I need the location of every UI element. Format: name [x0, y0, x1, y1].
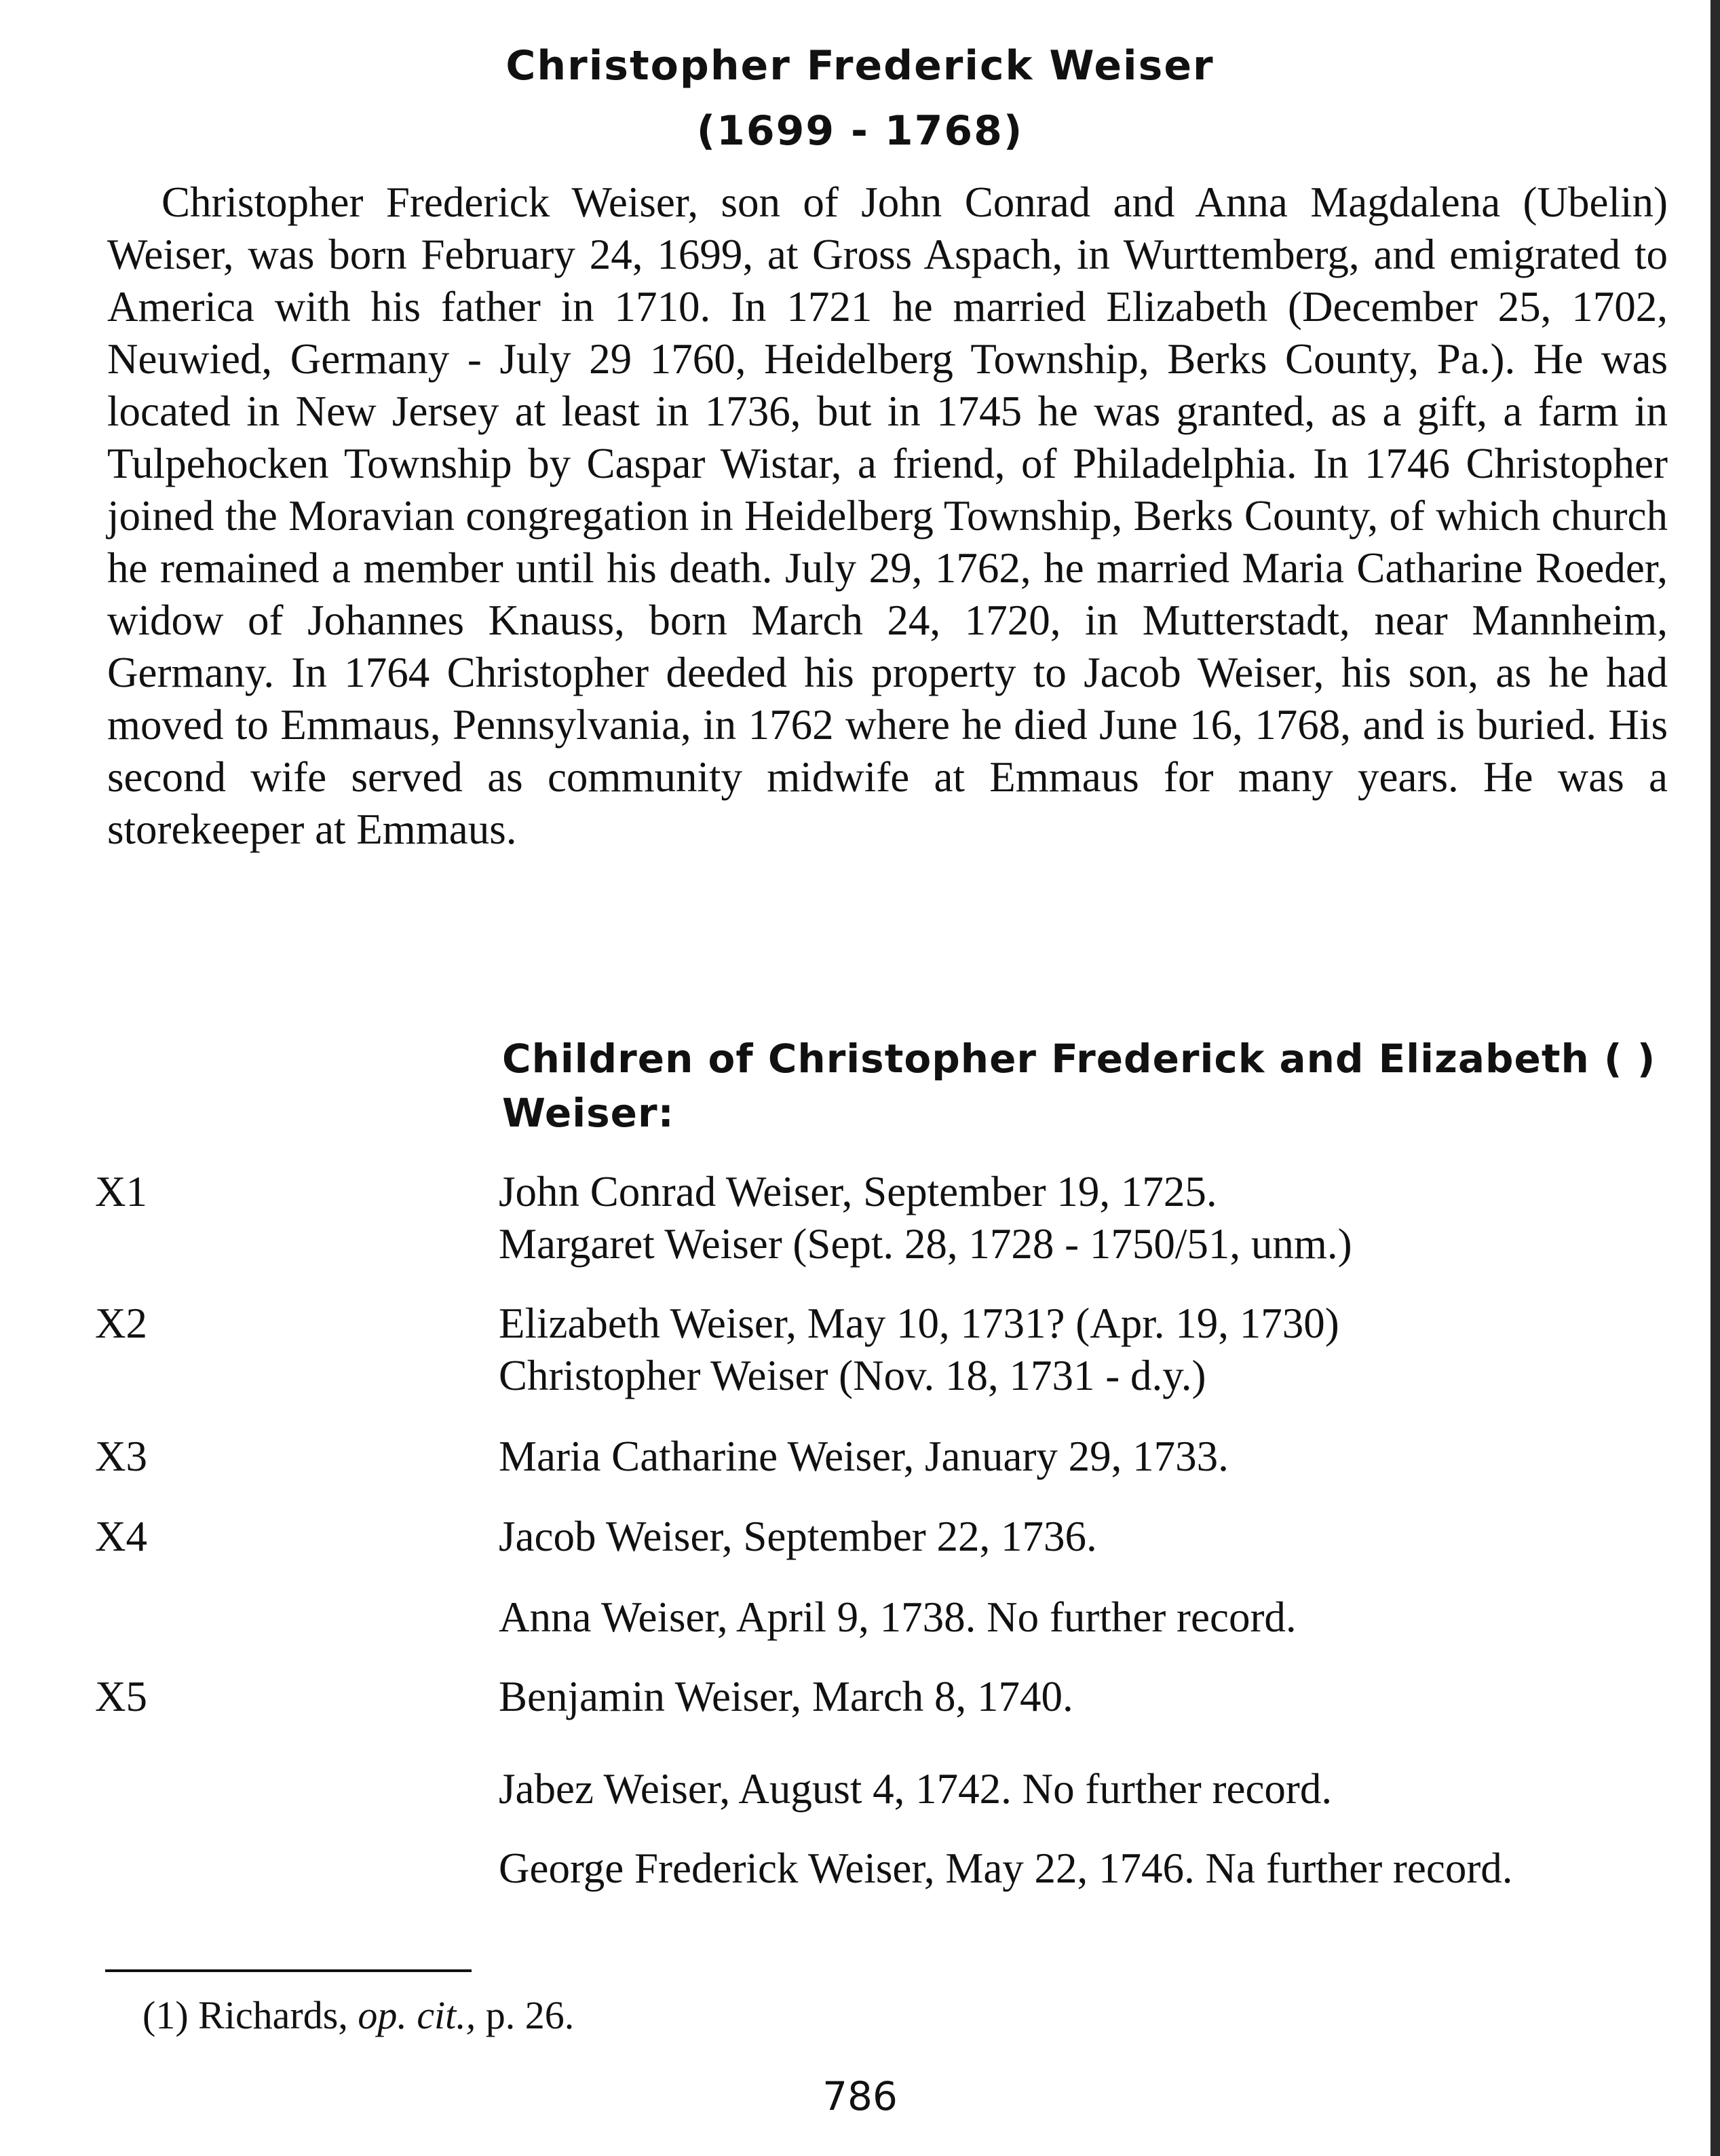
- scan-edge: [1711, 0, 1720, 2156]
- footnote: [142, 1992, 574, 2039]
- child-code: X2: [95, 1300, 147, 1347]
- children-heading: Children of Christopher Frederick and Elizabeth ( ) Weiser:: [502, 1036, 1656, 1136]
- page-title: Christopher Frederick Weiser: [505, 42, 1215, 90]
- child-entry: Jacob Weiser, September 22, 1736.: [499, 1513, 1097, 1560]
- child-code: X3: [95, 1433, 147, 1480]
- footnote-italic: op. cit.,: [358, 1993, 476, 2037]
- child-entry: John Conrad Weiser, September 19, 1725.: [499, 1168, 1217, 1215]
- footnote-rule: [105, 1969, 472, 1972]
- life-dates: (1699 - 1768): [696, 107, 1024, 155]
- child-entry: Benjamin Weiser, March 8, 1740.: [499, 1673, 1073, 1720]
- child-entry: George Frederick Weiser, May 22, 1746. Na further record.: [499, 1845, 1513, 1892]
- biography-paragraph: Christopher Frederick Weiser, son of John Conrad and Anna Magdalena (Ubelin) Weiser, was born February 24, 1699, at Gross Aspach, in Wurttemberg, and emigrated to America with his father in 1710. In 1721 he married Elizabeth (December 25, 1702, Neuwied, Germany - July 29 1760, Heidelberg Township, Berks County, Pa.). He was located in New Jersey at least in 1736, but in 1745 he was granted, as a gift, a farm in Tulpehocken Township by Caspar Wistar, a friend, of Philadelphia. In 1746 Christopher joined the Moravian congregation in Heidelberg Township, Berks County, of which church he remained a member until his death. July 29, 1762, he married Maria Catharine Roeder, widow of Johannes Knauss, born March 24, 1720, in Mutterstadt, near Mannheim, Germany. In 1764 Christopher deeded his property to Jacob Weiser, his son, as he had moved to Emmaus, Pennsylvania, in 1762 where he died June 16, 1768, and is buried. His second wife served as community midwife at Emmaus for many years. He was a storekeeper at Emmaus.: [107, 178, 1668, 853]
- child-entry: Anna Weiser, April 9, 1738. No further record.: [499, 1593, 1297, 1641]
- child-code: X5: [95, 1673, 147, 1720]
- footnote-text-after: p. 26.: [485, 1993, 575, 2037]
- child-code: X4: [95, 1513, 147, 1560]
- child-entry: Elizabeth Weiser, May 10, 1731? (Apr. 19, 1730): [499, 1300, 1339, 1347]
- child-entry: Christopher Weiser (Nov. 18, 1731 - d.y.): [499, 1352, 1206, 1399]
- child-code: X1: [95, 1168, 147, 1215]
- child-entry: Jabez Weiser, August 4, 1742. No further record.: [499, 1765, 1333, 1813]
- child-entry: Maria Catharine Weiser, January 29, 1733.: [499, 1433, 1229, 1480]
- footnote-marker: (1): [142, 1993, 189, 2037]
- child-entry: Margaret Weiser (Sept. 28, 1728 - 1750/51, unm.): [499, 1220, 1352, 1268]
- page-number: 786: [822, 2073, 898, 2119]
- footnote-text: Richards,: [198, 1993, 348, 2037]
